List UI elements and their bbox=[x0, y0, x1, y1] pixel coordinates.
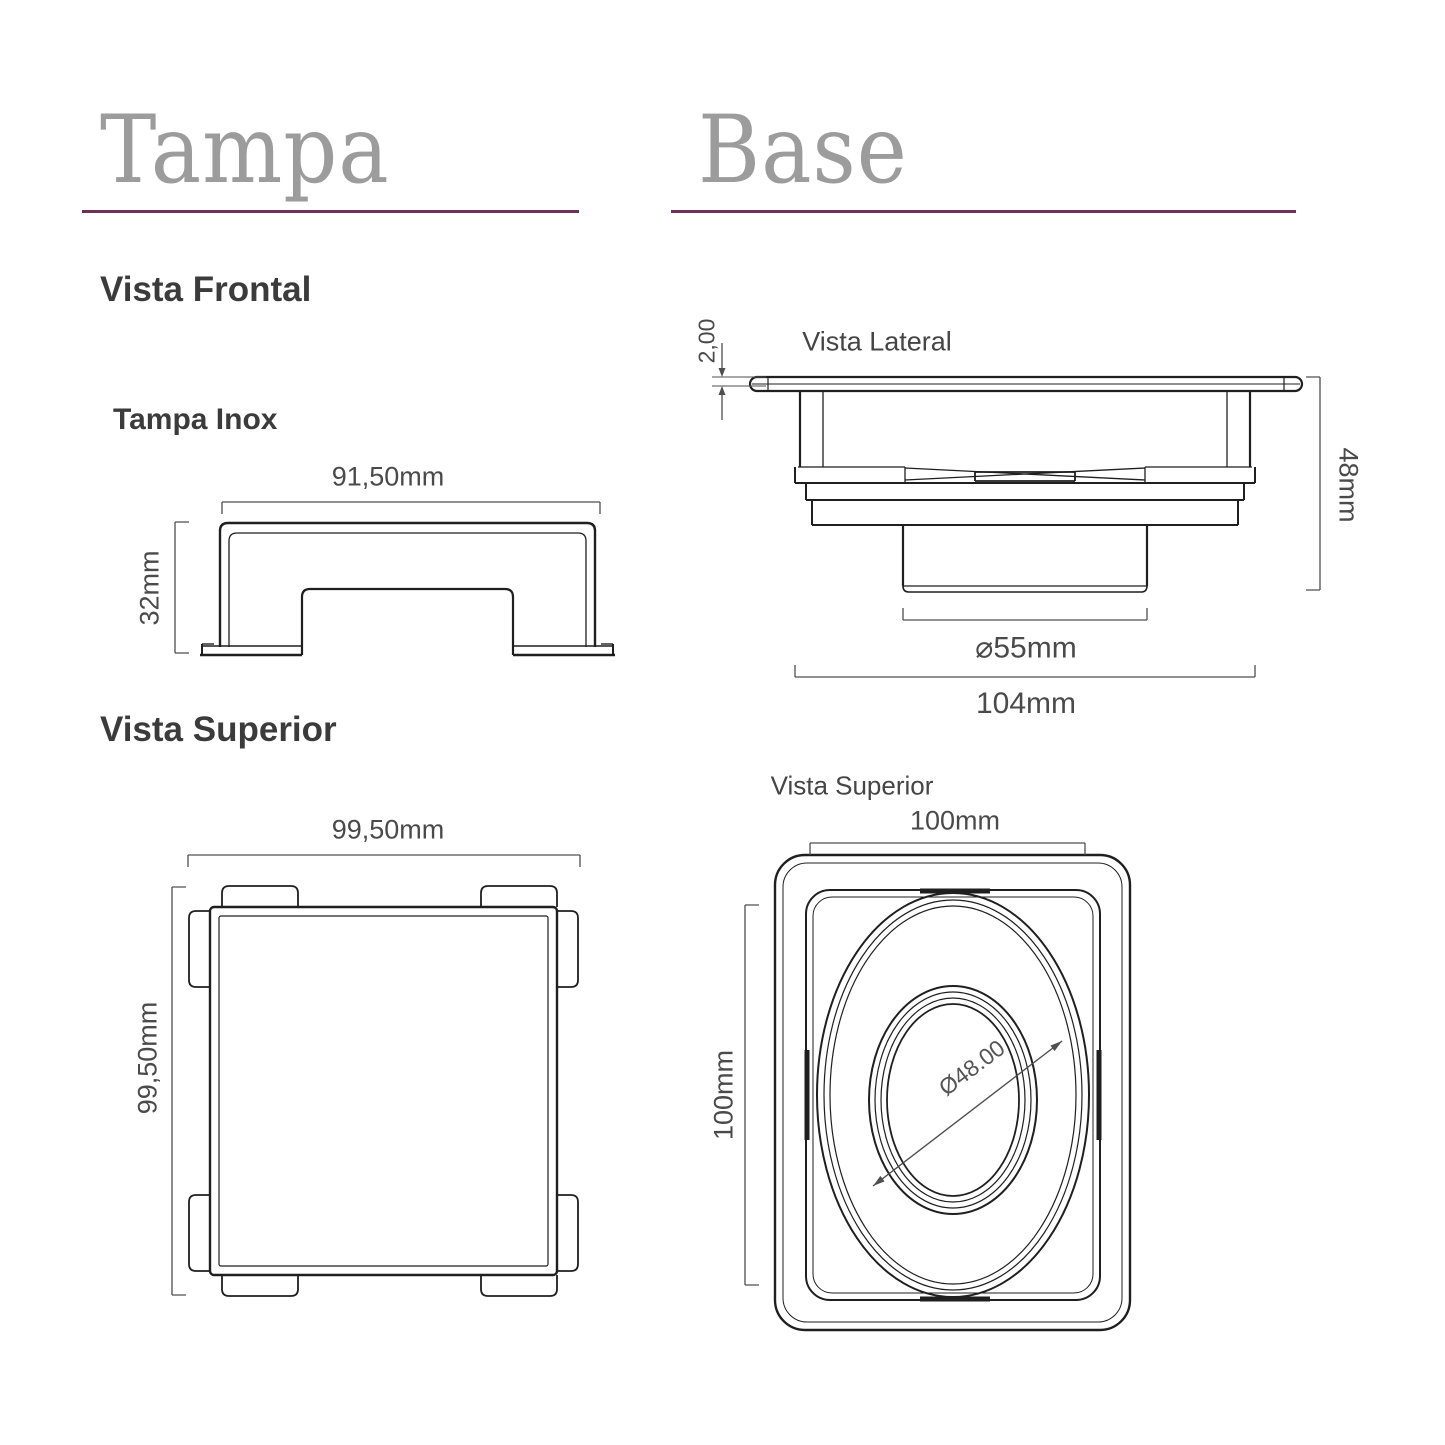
tampa-front-view-heading: Vista Frontal bbox=[100, 270, 312, 309]
tampa-top-view-drawing bbox=[189, 886, 578, 1296]
base-top-height-dim: 100mm bbox=[708, 1049, 739, 1141]
base-top-view-label: Vista Superior bbox=[770, 770, 934, 801]
base-top-width-dim: 100mm bbox=[909, 805, 1001, 836]
base-width-dim: 104mm bbox=[975, 687, 1077, 720]
tampa-title-underline bbox=[82, 210, 579, 213]
tampa-section-title: Tampa bbox=[100, 96, 390, 205]
base-side-view-drawing bbox=[750, 377, 1302, 592]
base-section-title: Base bbox=[698, 96, 908, 205]
base-outlet-diameter-dim: ⌀55mm bbox=[975, 631, 1077, 665]
base-inner-diameter-dim: Ø48.00 bbox=[933, 1034, 1010, 1101]
tampa-inox-label: Tampa Inox bbox=[113, 403, 278, 436]
base-title-underline bbox=[671, 210, 1296, 213]
tampa-top-width-dim: 99,50mm bbox=[331, 814, 445, 845]
tampa-top-height-dim: 99,50mm bbox=[132, 1001, 163, 1115]
tampa-top-view-heading: Vista Superior bbox=[100, 710, 337, 749]
tampa-front-view-drawing bbox=[200, 523, 615, 655]
base-side-view-label: Vista Lateral bbox=[802, 326, 952, 357]
tampa-front-height-dim: 32mm bbox=[134, 550, 165, 626]
base-plate-thickness-dim: 2,00 bbox=[693, 318, 720, 364]
base-height-dim: 48mm bbox=[1333, 447, 1364, 523]
tampa-front-width-dim: 91,50mm bbox=[331, 461, 445, 492]
